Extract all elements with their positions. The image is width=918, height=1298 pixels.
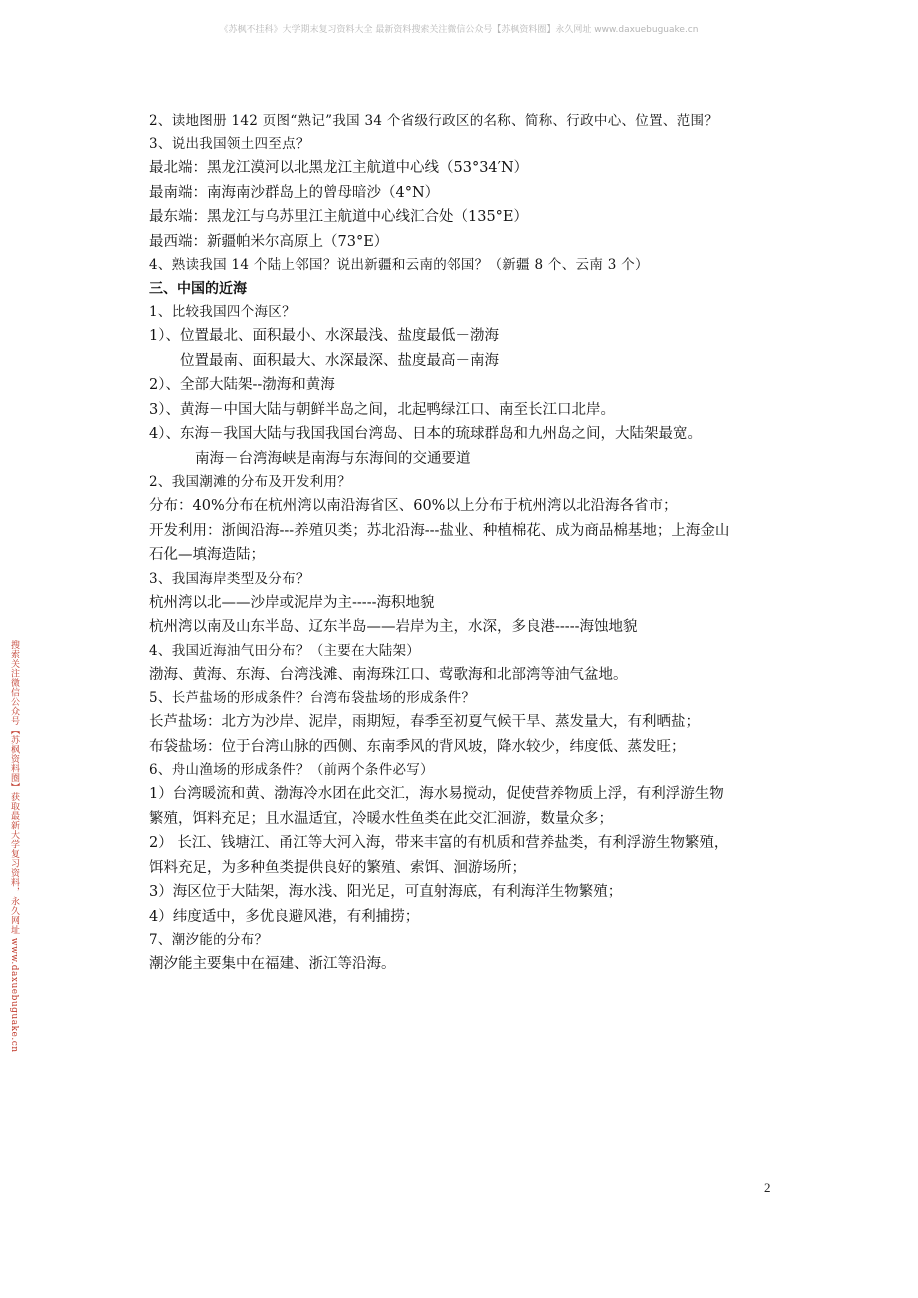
document-body xyxy=(149,110,789,977)
question-line: 7、潮汐能的分布？ xyxy=(149,932,269,948)
body-line: 最北端：黑龙江漠河以北黑龙江主航道中心线（53°34′N） xyxy=(149,160,529,176)
body-line: 4）纬度适中，多优良避风港，有利捕捞； xyxy=(149,908,420,925)
body-line: 南海－台湾海峡是南海与东海间的交通要道 xyxy=(195,450,471,467)
body-line: 2） 长江、钱塘江、甬江等大河入海，带来丰富的有机质和营养盐类，有利浮游生物繁殖， xyxy=(149,835,729,851)
body-line: 最南端：南海南沙群岛上的曾母暗沙（4°N） xyxy=(149,184,440,201)
body-line: 最西端：新疆帕米尔高原上（73°E） xyxy=(149,233,389,250)
body-line: 长芦盐场：北方为沙岸、泥岸，雨期短，春季至初夏气候干旱、蒸发量大，有利晒盐； xyxy=(149,714,700,730)
body-line: 位置最南、面积最大、水深最深、盐度最高－南海 xyxy=(180,352,499,369)
body-line: 分布：40%分布在杭州湾以南沿海省区、60%以上分布于杭州湾以北沿海各省市； xyxy=(149,498,678,514)
body-line: 杭州湾以南及山东半岛、辽东半岛——岩岸为主，水深，多良港-----海蚀地貌 xyxy=(149,619,638,635)
body-line: 繁殖，饵料充足；且水温适宜，冷暖水性鱼类在此交汇洄游，数量众多； xyxy=(149,810,613,827)
question-line: 6、舟山渔场的形成条件？（前两个条件必写） xyxy=(149,762,434,778)
side-watermark: 搜索关注微信公众号【苏枫资料圈】获取最新大学复习资料，永久网址 www.daxuebuguake.cn xyxy=(9,640,19,1053)
question-line: 3、我国海岸类型及分布？ xyxy=(149,570,310,587)
body-line: 杭州湾以北——沙岸或泥岸为主-----海积地貌 xyxy=(149,594,435,611)
body-line: 石化—填海造陆； xyxy=(149,547,265,563)
body-line: 2）、全部大陆架--渤海和黄海 xyxy=(149,377,335,393)
body-line: 最东端：黑龙江与乌苏里江主航道中心线汇合处（135°E） xyxy=(149,209,529,225)
body-line: 3）海区位于大陆架，海水浅、阳光足，可直射海底，有利海洋生物繁殖； xyxy=(149,884,623,900)
body-line: 3）、黄海－中国大陆与朝鲜半岛之间，北起鸭绿江口、南至长江口北岸。 xyxy=(149,401,615,418)
body-line: 渤海、黄海、东海、台湾浅滩、南海珠江口、莺歌海和北部湾等油气盆地。 xyxy=(149,666,628,683)
body-line: 4）、东海－我国大陆与我国我国台湾岛、日本的琉球群岛和九州岛之间，大陆架最宽。 xyxy=(149,426,702,442)
question-line: 2、我国潮滩的分布及开发利用？ xyxy=(149,474,352,490)
question-line: 4、熟读我国 14 个陆上邻国？说出新疆和云南的邻国？（新疆 8 个、云南 3 个） xyxy=(149,257,649,273)
question-line: 4、我国近海油气田分布？（主要在大陆架） xyxy=(149,642,421,659)
body-line: 开发利用：浙闽沿海---养殖贝类；苏北沿海---盐业、种植棉花、成为商品棉基地；上海金山 xyxy=(149,522,730,539)
question-line: 3、说出我国领土四至点？ xyxy=(149,136,310,152)
body-line: 1）台湾暖流和黄、渤海冷水团在此交汇，海水易搅动，促使营养物质上浮，有利浮游生物 xyxy=(149,786,724,802)
body-line: 布袋盐场：位于台湾山脉的西侧、东南季风的背风坡，降水较少，纬度低、蒸发旺； xyxy=(149,738,686,755)
question-line: 1、比较我国四个海区？ xyxy=(149,304,296,320)
body-line: 1）、位置最北、面积最小、水深最浅、盐度最低－渤海 xyxy=(149,328,499,344)
section-heading: 三、中国的近海 xyxy=(149,281,247,297)
question-line: 2、读地图册 142 页图“熟记”我国 34 个省级行政区的名称、简称、行政中心、位置、范围？ xyxy=(149,113,719,129)
body-line: 饵料充足，为多种鱼类提供良好的繁殖、索饵、洄游场所； xyxy=(149,859,526,876)
body-line: 潮汐能主要集中在福建、浙江等沿海。 xyxy=(149,956,396,972)
header-watermark: 《苏枫不挂科》大学期末复习资料大全 最新资料搜索关注微信公众号【苏枫资料圈】永久网址 www.daxuebuguake.cn xyxy=(219,25,699,35)
question-line: 5、长芦盐场的形成条件？台湾布袋盐场的形成条件？ xyxy=(149,690,476,706)
page-number: 2 xyxy=(764,1180,771,1195)
